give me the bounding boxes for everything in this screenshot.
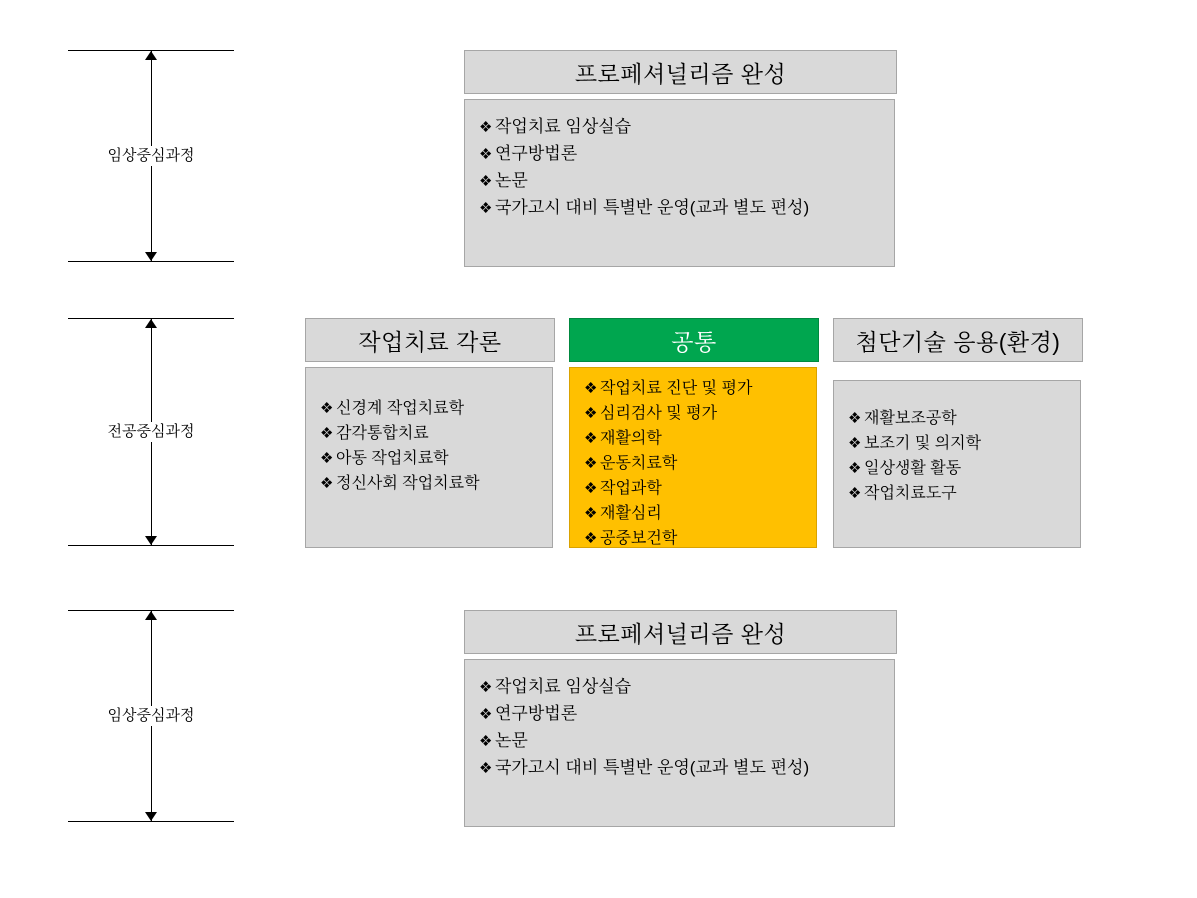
- list-item: [320, 471, 552, 496]
- section-header-middle-center: 공통: [569, 318, 819, 362]
- list-item: [584, 526, 816, 551]
- diamond-bullet-icon: ❖: [848, 460, 862, 477]
- list-item-label: 정신사회 작업치료학: [336, 475, 480, 492]
- bracket-arrow-down: [145, 536, 157, 545]
- list-item: [320, 421, 552, 446]
- list-item: [479, 114, 894, 141]
- diamond-bullet-icon: ❖: [584, 505, 598, 522]
- list-item-label: 공중보건학: [600, 530, 678, 547]
- diamond-bullet-icon: ❖: [320, 425, 334, 442]
- section-body-top: [464, 99, 895, 267]
- diamond-bullet-icon: ❖: [584, 480, 598, 497]
- list-item: [479, 195, 894, 222]
- list-item: [584, 401, 816, 426]
- list-item-label: 작업치료도구: [864, 485, 957, 502]
- diamond-bullet-icon: ❖: [479, 706, 493, 723]
- list-item-label: 운동치료학: [600, 455, 678, 472]
- diamond-bullet-icon: ❖: [479, 679, 493, 696]
- bracket-label: 임상중심과정: [68, 706, 234, 726]
- bracket-bottom-cap: [68, 545, 234, 546]
- bracket-clinical-top: [68, 50, 234, 262]
- bracket-label: 전공중심과정: [68, 422, 234, 442]
- list-item-label: 일상생활 활동: [864, 460, 962, 477]
- list-item: [848, 481, 1080, 506]
- list-item: [320, 446, 552, 471]
- bracket-major-middle: [68, 318, 234, 546]
- list-item: [479, 728, 894, 755]
- list-item-label: 연구방법론: [495, 704, 578, 723]
- list-item: [584, 476, 816, 501]
- list-item: [479, 141, 894, 168]
- list-item: [848, 456, 1080, 481]
- diamond-bullet-icon: ❖: [848, 410, 862, 427]
- list-item-label: 논문: [495, 171, 528, 190]
- bracket-bottom-cap: [68, 261, 234, 262]
- list-item: [584, 451, 816, 476]
- list-item-label: 논문: [495, 731, 528, 750]
- list-item: [848, 431, 1080, 456]
- list-item: [479, 755, 894, 782]
- diamond-bullet-icon: ❖: [584, 530, 598, 547]
- list-item-label: 작업치료 임상실습: [495, 677, 632, 696]
- diamond-bullet-icon: ❖: [479, 760, 493, 777]
- diamond-bullet-icon: ❖: [848, 485, 862, 502]
- diamond-bullet-icon: ❖: [584, 380, 598, 397]
- section-body-middle-right: [833, 380, 1081, 548]
- diamond-bullet-icon: ❖: [848, 435, 862, 452]
- list-item: [479, 168, 894, 195]
- diamond-bullet-icon: ❖: [320, 400, 334, 417]
- list-item-label: 작업치료 진단 및 평가: [600, 380, 753, 397]
- section-header-middle-left: 작업치료 각론: [305, 318, 555, 362]
- diamond-bullet-icon: ❖: [479, 733, 493, 750]
- section-header-bottom: 프로페셔널리즘 완성: [464, 610, 897, 654]
- diamond-bullet-icon: ❖: [320, 450, 334, 467]
- list-item-label: 재활의학: [600, 430, 662, 447]
- list-item-label: 감각통합치료: [336, 425, 429, 442]
- list-item-label: 재활심리: [600, 505, 662, 522]
- diamond-bullet-icon: ❖: [320, 475, 334, 492]
- diamond-bullet-icon: ❖: [479, 119, 493, 136]
- diamond-bullet-icon: ❖: [479, 146, 493, 163]
- list-item-label: 아동 작업치료학: [336, 450, 449, 467]
- list-item: [479, 674, 894, 701]
- section-body-middle-left: [305, 367, 553, 548]
- bracket-clinical-bottom: [68, 610, 234, 822]
- diamond-bullet-icon: ❖: [584, 405, 598, 422]
- list-item-label: 국가고시 대비 특별반 운영(교과 별도 편성): [495, 758, 810, 777]
- bracket-arrow-down: [145, 812, 157, 821]
- section-header-top: 프로페셔널리즘 완성: [464, 50, 897, 94]
- list-item-label: 신경계 작업치료학: [336, 400, 465, 417]
- list-item: [848, 406, 1080, 431]
- bracket-label: 임상중심과정: [68, 146, 234, 166]
- diamond-bullet-icon: ❖: [479, 173, 493, 190]
- list-item: [584, 376, 816, 401]
- list-item: [584, 501, 816, 526]
- list-item-label: 심리검사 및 평가: [600, 405, 718, 422]
- section-body-middle-center: [569, 367, 817, 548]
- list-item: [320, 396, 552, 421]
- diamond-bullet-icon: ❖: [584, 430, 598, 447]
- diamond-bullet-icon: ❖: [479, 200, 493, 217]
- bracket-bottom-cap: [68, 821, 234, 822]
- bracket-arrow-down: [145, 252, 157, 261]
- list-item: [584, 426, 816, 451]
- section-body-bottom: [464, 659, 895, 827]
- section-header-middle-right: 첨단기술 응용(환경): [833, 318, 1083, 362]
- list-item-label: 재활보조공학: [864, 410, 957, 427]
- list-item-label: 연구방법론: [495, 144, 578, 163]
- diamond-bullet-icon: ❖: [584, 455, 598, 472]
- list-item: [479, 701, 894, 728]
- list-item-label: 작업과학: [600, 480, 662, 497]
- list-item-label: 국가고시 대비 특별반 운영(교과 별도 편성): [495, 198, 810, 217]
- list-item-label: 보조기 및 의지학: [864, 435, 982, 452]
- list-item-label: 작업치료 임상실습: [495, 117, 632, 136]
